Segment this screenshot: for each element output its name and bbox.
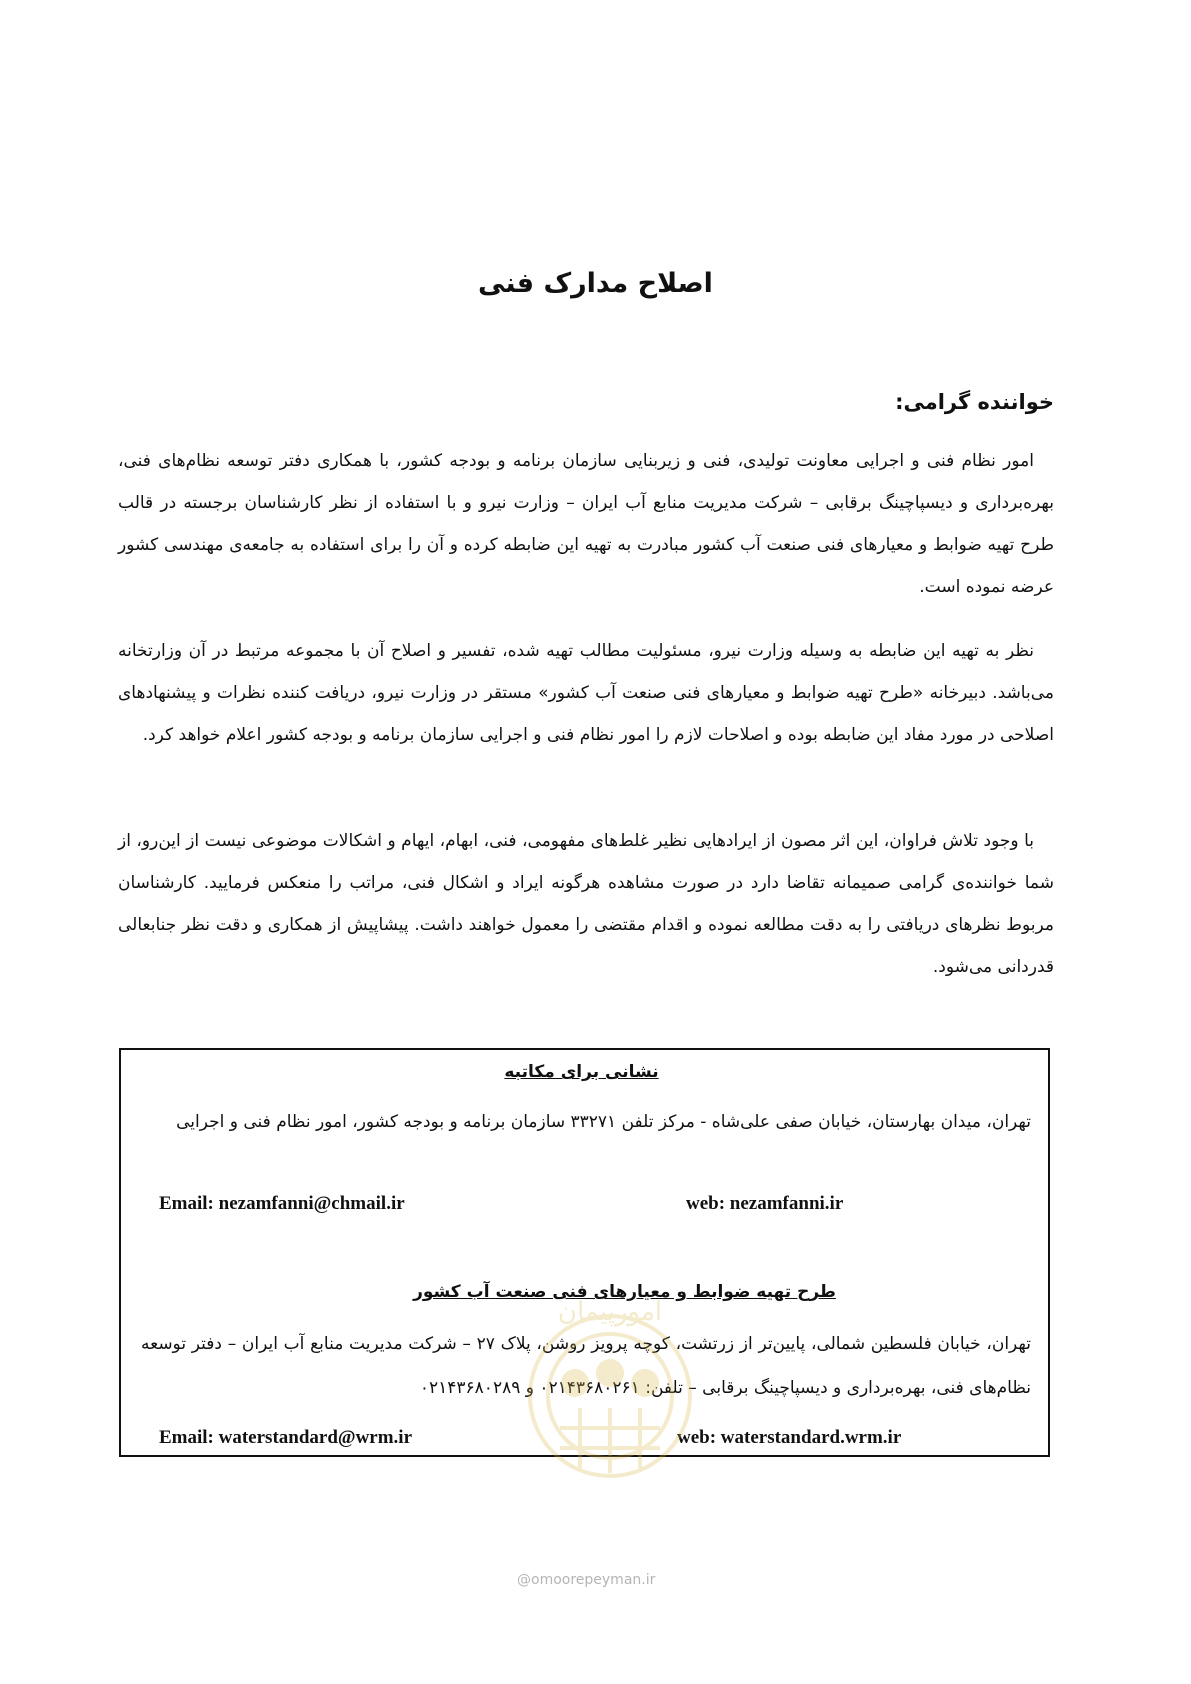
- body-paragraph-1: امور نظام فنی و اجرایی معاونت تولیدی، فنی و زیربنایی سازمان برنامه و بودجه کشور، با همکاری دفتر توسعه نظام‌های فنی، بهره‌برداری و دیسپاچینگ برقابی – شرکت مدیریت منابع آب ایران – وزارت نیرو و با استفاده از نظر کارشناسان برجسته در قالب طرح تهیه ضوابط و معیارهای فنی صنعت آب کشور مبادرت به تهیه این ضابطه کرده و آن را برای استفاده به جامعه‌ی مهندسی کشور عرضه نموده است.: [118, 451, 1054, 597]
- waterstandard-web[interactable]: web: waterstandard.wrm.ir: [677, 1427, 902, 1448]
- page-title: اصلاح مدارک فنی: [478, 268, 713, 299]
- waterstandard-email[interactable]: Email: waterstandard@wrm.ir: [159, 1427, 413, 1448]
- watermark-logo-icon: [500, 1278, 720, 1498]
- nezamfanni-web[interactable]: web: nezamfanni.ir: [686, 1193, 844, 1214]
- salutation-heading: خواننده گرامی:: [895, 390, 1054, 414]
- body-paragraph-3: با وجود تلاش فراوان، این اثر مصون از ایرادهایی نظیر غلط‌های مفهومی، فنی، ابهام، ایهام و اشکالات موضوعی نیست از این‌رو، از شما خواننده‌ی گرامی صمیمانه تقاضا دارد در صورت مشاهده هرگونه ایراد و اشکال فنی، مراتب را منعکس فرمایید. کارشناسان مربوط نظرهای دریافتی را به دقت مطالعه نموده و اقدام مقتضی را معمول خواهند داشت. پیشاپیش از همکاری و دقت نظر جنابعالی قدردانی می‌شود.: [118, 831, 1054, 977]
- watermark-logo-text: امورپیمان: [557, 1297, 663, 1327]
- body-paragraph-2: نظر به تهیه این ضابطه به وسیله وزارت نیرو، مسئولیت مطالب تهیه شده، تفسیر و اصلاح آن با مجموعه مرتبط در آن وزارتخانه می‌باشد. دبیرخانه «طرح تهیه ضوابط و معیارهای فنی صنعت آب کشور» مستقر در وزارت نیرو، دریافت کننده نظرات و پیشنهادهای اصلاحی در مورد مفاد این ضابطه بوده و اصلاحات لازم را امور نظام فنی و اجرایی سازمان برنامه و بودجه کشور اعلام خواهد کرد.: [118, 641, 1054, 745]
- correspondence-heading: نشانی برای مکاتبه: [504, 1062, 659, 1082]
- nezamfanni-email[interactable]: Email: nezamfanni@chmail.ir: [159, 1193, 405, 1214]
- watermark-url: @omoorepeyman.ir: [517, 1572, 656, 1588]
- correspondence-address: تهران، میدان بهارستان، خیابان صفی علی‌شاه - مرکز تلفن ۳۳۲۷۱ سازمان برنامه و بودجه کشور، امور نظام فنی و اجرایی: [176, 1112, 1031, 1132]
- water-standard-address: تهران، خیابان فلسطین شمالی، پایین‌تر از زرتشت، کوچه پرویز روشن، پلاک ۲۷ – شرکت مدیریت منابع آب ایران – دفتر توسعه نظام‌های فنی، بهره‌برداری و دیسپاچینگ برقابی – تلفن: ۰۲۱۴۳۶۸۰۲۶۱ و ۰۲۱۴۳۶۸۰۲۸۹: [141, 1334, 1031, 1398]
- water-standard-project-heading: طرح تهیه ضوابط و معیارهای فنی صنعت آب کشور: [413, 1282, 836, 1302]
